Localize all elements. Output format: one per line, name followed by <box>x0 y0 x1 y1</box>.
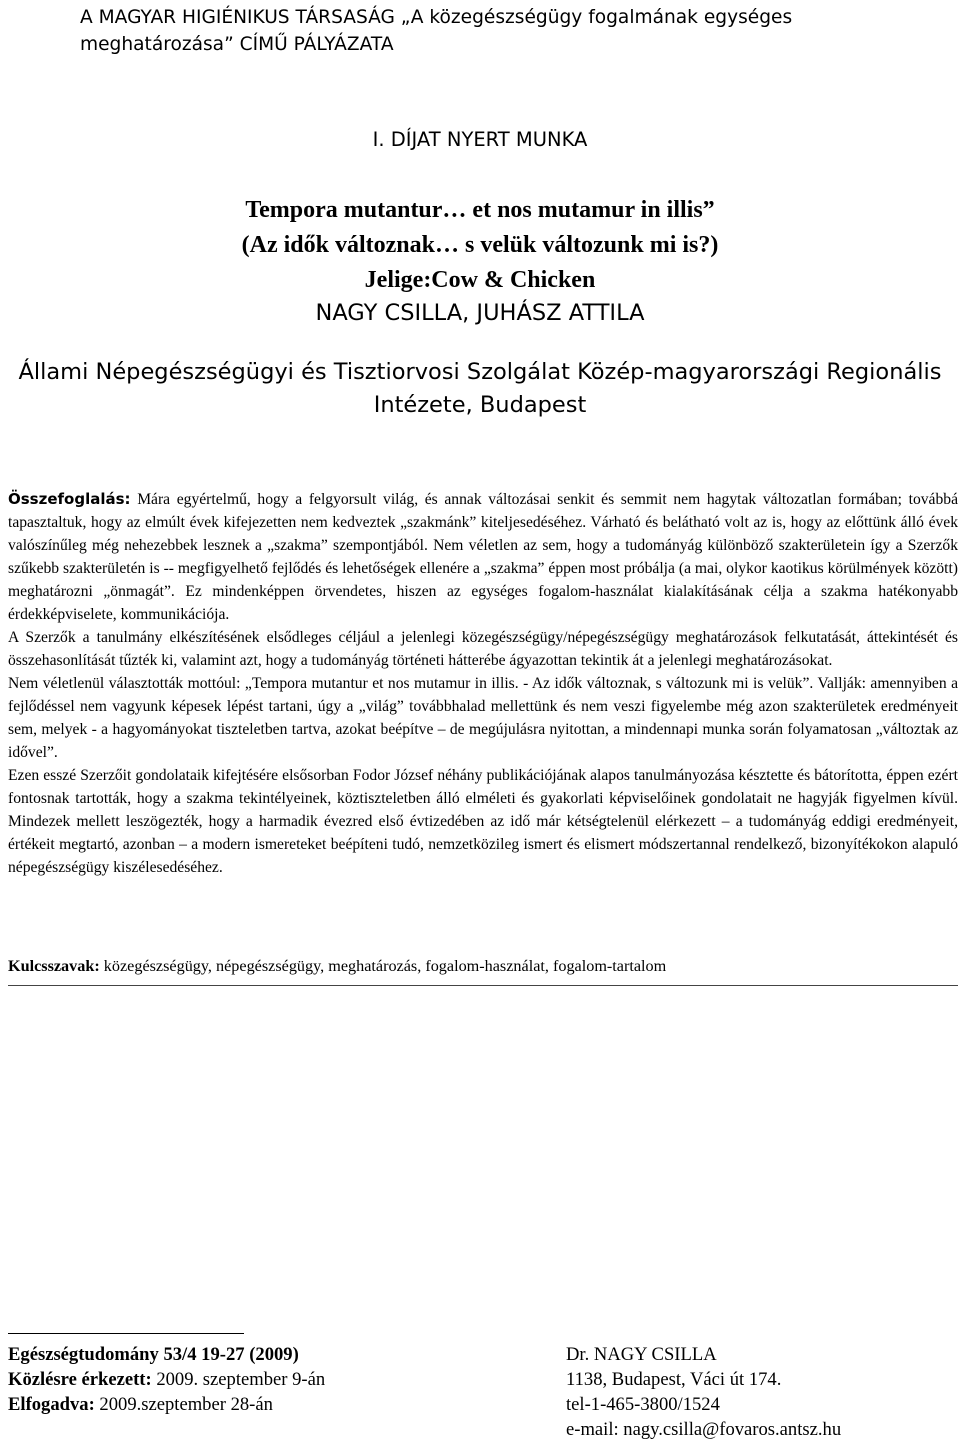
journal-reference: Egészségtudomány 53/4 19-27 (2009) <box>8 1344 299 1365</box>
abstract-paragraph-4: Ezen esszé Szerzőit gondolataik kifejtésére elsősorban Fodor József néhány publikációjának alapos tanulmányozása késztette és bátorította, éppen ezért fontosnak tartották, hogy a szakma tekintélyeinek, köztiszteletben álló elméleti és gyakorlati képviselőinek gondolatait ne hagyják figyelmen kívül. Mindezek mellett leszögezték, hogy a harmadik évezred első évtizedében az idő már kétségtelenül elérkezett – a tudományág eddigi eredményeit, értékeit megtartó, azonban – a modern ismereteket beépíteni tudó, nemzetközileg ismert és elismert módszertannal rendelkező, bizonyítékokon alapuló népegészségügy kiszélesedéséhez. <box>8 767 958 876</box>
section-divider <box>8 985 958 986</box>
abstract-paragraph-1 <box>8 488 958 626</box>
institution-line-2: Intézete, Budapest <box>373 392 587 418</box>
keywords-text: közegészségügy, népegészségügy, meghatározás, fogalom-használat, fogalom-tartalom <box>99 957 667 975</box>
contact-info <box>566 1342 841 1442</box>
keywords <box>8 955 958 978</box>
title-line-3: Jelige:Cow & Chicken <box>364 267 596 293</box>
institution <box>0 356 960 422</box>
footnote-divider <box>8 1333 244 1334</box>
authors: NAGY CSILLA, JUHÁSZ ATTILA <box>315 300 645 326</box>
header-line-1: A MAGYAR HIGIÉNIKUS TÁRSASÁG „A közegészségügy fogalmának egységes <box>80 7 793 28</box>
abstract <box>8 488 958 879</box>
institution-line-1: Állami Népegészségügyi és Tisztiorvosi Szolgálat Közép-magyarországi Regionális <box>18 359 942 385</box>
title-line-2: (Az idők változnak… s velük változunk mi is?) <box>241 232 719 258</box>
contact-phone: tel-1-465-3800/1524 <box>566 1394 720 1415</box>
contact-name: Dr. NAGY CSILLA <box>566 1344 717 1365</box>
abstract-paragraph-2: A Szerzők a tanulmány elkészítésének elsődleges céljául a jelenlegi közegészségügy/népegészségügy meghatározások felkutatását, áttekintését és összehasonlítását tűzték ki, valamint azt, hogy a tudományág történeti hátterébe ágyazottan tekintik át a jelenlegi meghatározásokat. <box>8 629 958 669</box>
contact-email: e-mail: nagy.csilla@fovaros.antsz.hu <box>566 1419 842 1440</box>
paper-title <box>0 193 960 298</box>
accepted-date: Elfogadva: 2009.szeptember 28-án <box>8 1394 273 1415</box>
abstract-text-1: Mára egyértelmű, hogy a felgyorsult világ, és annak változásai senkit és semmit nem hagytak változatlan formában; továbbá tapasztaltuk, hogy az elmúlt évek kifejezetten nem kedveztek „szakmánk” kiteljesedéséhez. Várható és belátható volt az is, hogy az előttünk álló évek valószínűleg még nehezebbek lesznek a „szakma” szempontjából. Nem véletlen az sem, hogy a tudományág különböző szakterületein így a Szerzők szűkebb szakterületén is -- megfigyelhető fejlődés és lehetőségek ellenére a „szakma” éppen most próbálja (a mai, olykor kaotikus körülmények között) meghatározni „önmagát”. Ez mindenképpen örvendetes, hiszen az egységes fogalom-használat kialakításának célja a szakma hatékonyabb érdekképviselete, kommunikációja. <box>8 491 958 623</box>
award-label: I. DÍJAT NYERT MUNKA <box>372 128 588 151</box>
header-line-2: meghatározása” CÍMŰ PÁLYÁZATA <box>80 34 394 55</box>
abstract-paragraph-3: Nem véletlenül választották mottóul: „Tempora mutantur et nos mutamur in illis. - Az idők változnak, s változunk mi is velük”. Vallják: amennyiben a fejlődéssel nem vagyunk képesek lépést tartani, úgy a „világ” továbbhalad mellettünk és nem veszi figyelembe még azon szakterületek eredményeit sem, melyek - a hagyományokat tiszteletben tartva, azokat beépítve – de megújulásra nyitottan, a mindennapi munka során folyamatosan „változtak az idővel”. <box>8 675 958 761</box>
contact-address: 1138, Budapest, Váci út 174. <box>566 1369 782 1390</box>
received-date: Közlésre érkezett: 2009. szeptember 9-án <box>8 1369 326 1390</box>
title-line-1: Tempora mutantur… et nos mutamur in illis” <box>245 197 715 223</box>
keywords-label: Kulcsszavak: <box>8 957 100 975</box>
document-header <box>80 4 900 58</box>
publication-info <box>8 1342 325 1417</box>
abstract-label: Összefoglalás: <box>8 490 131 508</box>
